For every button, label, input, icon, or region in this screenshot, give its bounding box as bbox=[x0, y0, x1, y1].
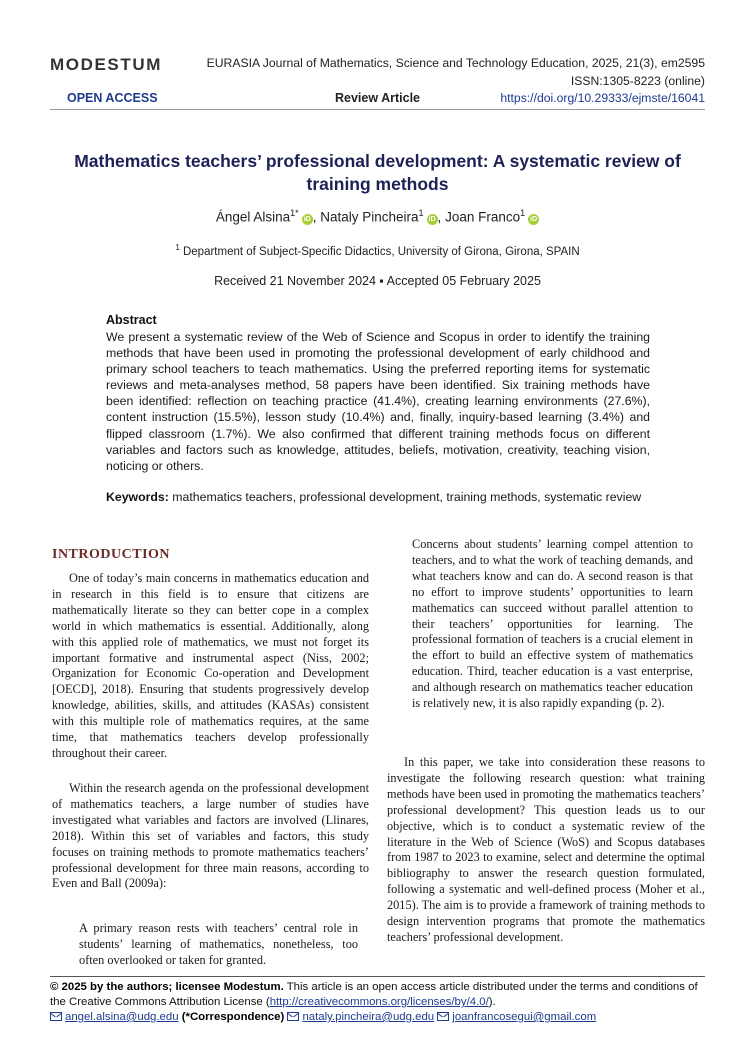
submission-dates: Received 21 November 2024 ▪ Accepted 05 February 2025 bbox=[214, 274, 541, 288]
author-separator: , bbox=[437, 209, 442, 225]
envelope-icon bbox=[437, 1012, 449, 1021]
section-heading: INTRODUCTION bbox=[52, 547, 171, 562]
author-sup: 1 bbox=[520, 208, 526, 218]
affiliation-sup: 1 bbox=[175, 243, 180, 252]
body-column-left bbox=[52, 571, 369, 762]
copyright: © 2025 by the authors; licensee Modestum. bbox=[50, 981, 284, 993]
license-end: ). bbox=[488, 996, 496, 1008]
affiliation-text: Department of Subject-Specific Didactics, University of Girona, Girona, SPAIN bbox=[182, 245, 580, 258]
open-access-label: OPEN ACCESS bbox=[67, 91, 158, 105]
quote-text: Concerns about students’ learning compel attention to teachers, and to what the work of teaching demands, and what teachers know and can do. A second reason is that no effort to improve students’ opportunities to learn mathematics can succeed without parallel attention to their teachers’ opportunities for learning. The professional formation of teachers is a crucial element in the effort to build an effective system of mathematics education. Third, teacher education is a vast enterprise, and although research on mathematics teacher education is relatively new, it is also rapidly expanding (p. 2). bbox=[412, 537, 693, 711]
footer-divider bbox=[50, 976, 705, 977]
envelope-icon bbox=[287, 1012, 299, 1021]
orcid-icon[interactable]: iD bbox=[303, 215, 311, 223]
quote-text: A primary reason rests with teachers’ central role in students’ learning of mathematics, nonetheless, too often overlooked or taken for granted. bbox=[79, 921, 358, 967]
author-name: Nataly Pincheira bbox=[320, 209, 419, 225]
email-link[interactable]: angel.alsina@udg.edu bbox=[65, 1011, 179, 1023]
license-text: This article is an open access article distributed under the terms and conditions of the Creative Commons Attribution License ( bbox=[50, 981, 698, 1008]
license-link[interactable]: http://creativecommons.org/licenses/by/4.0/ bbox=[269, 996, 489, 1008]
abstract-text: We present a systematic review of the Web of Science and Scopus in order to identify the training methods that have been used in promoting the professional development of early childhood and primary school teachers to teach mathematics. Using the preferred reporting items for systematic reviews and meta-analyses method, 58 papers have been identified. Six training methods have been identified: reflection on teaching practice (41.4%), creating learning environments (27.6%), content instruction (15.5%), lesson study (10.4%) and, finally, inquiry-based learning (3.4%) and flipped classroom (1.7%). We also confirmed that different training methods focus on different variables and factors such as knowledge, attitudes, beliefs, motivation, creativity, teaching vision, noticing or others. bbox=[106, 330, 650, 473]
abstract-heading: Abstract bbox=[106, 313, 157, 327]
paragraph: In this paper, we take into consideration these reasons to investigate the following research question: what training methods have been used in promoting the mathematics teachers’ professional development? This question leads us to our objective, which is to conduct a systematic review of the literature in the Web of Science (WoS) and Scopus databases from 1987 to 2023 to examine, select and determine the optimal bibliography to answer the research question formulated, following a systematic and well-defined process (Moher et al., 2015). The aim is to provide a framework of training methods to design intervention programs that promote the mathematics teachers’ professional development. bbox=[387, 755, 705, 944]
body-paragraph bbox=[52, 781, 369, 892]
block-quote-continued bbox=[412, 537, 693, 712]
article-type: Review Article bbox=[335, 91, 420, 105]
envelope-icon bbox=[50, 1012, 62, 1021]
keywords bbox=[106, 490, 666, 504]
footer bbox=[50, 980, 705, 1025]
keywords-text: mathematics teachers, professional development, training methods, systematic review bbox=[172, 490, 642, 504]
author-name: Joan Franco bbox=[445, 209, 521, 225]
author-sup: 1* bbox=[290, 208, 299, 218]
body-column-right bbox=[387, 755, 705, 946]
journal-citation: EURASIA Journal of Mathematics, Science and Technology Education, 2025, 21(3), em2595 bbox=[206, 56, 705, 70]
affiliation bbox=[0, 243, 755, 258]
block-quote bbox=[79, 921, 358, 969]
article-title: Mathematics teachers’ professional development: A systematic review of training methods bbox=[74, 151, 681, 194]
paragraph: One of today’s main concerns in mathematics education and in research in this field is to ensure that citizens are mathematically literate so they can better cope in a complex world in which mathematics is essential. Additionally, along with this applied role of mathematics, we must not forget its important formative and instrumental aspect (Niss, 2002; Organization for Economic Co-operation and Development [OECD], 2018). Ensuring that students progressively develop knowledge, abilities, skills, and attitudes (KASAs) consistent with this multiple role of mathematics requires, at the same time, that mathematics teachers develop professionally throughout their career. bbox=[52, 571, 369, 760]
author-sup: 1 bbox=[418, 208, 424, 218]
author-name: Ángel Alsina bbox=[215, 209, 291, 225]
orcid-icon[interactable]: iD bbox=[530, 215, 538, 223]
header-divider bbox=[50, 109, 705, 110]
author-separator: , bbox=[312, 209, 317, 225]
paragraph: Within the research agenda on the professional development of mathematics teachers, a large number of studies have investigated what variables and factors are involved (Llinares, 2018). Within this set of variables and factors, this study focuses on training methods to promote mathematics teachers’ professional development for three main reasons, according to Even and Ball (2009a): bbox=[52, 781, 369, 891]
author-list bbox=[0, 208, 755, 225]
correspondence-note: (*Correspondence) bbox=[181, 1011, 285, 1023]
license-line bbox=[50, 980, 705, 1010]
doi-link[interactable]: https://doi.org/10.29333/ejmste/16041 bbox=[500, 91, 705, 105]
keywords-label: Keywords: bbox=[106, 490, 169, 504]
issn: ISSN:1305-8223 (online) bbox=[570, 74, 705, 88]
publisher-logo: MODESTUM bbox=[50, 55, 162, 74]
email-line bbox=[50, 1010, 705, 1025]
email-link[interactable]: joanfrancosegui@gmail.com bbox=[452, 1011, 597, 1023]
email-link[interactable]: nataly.pincheira@udg.edu bbox=[302, 1011, 435, 1023]
orcid-icon[interactable]: iD bbox=[428, 215, 436, 223]
